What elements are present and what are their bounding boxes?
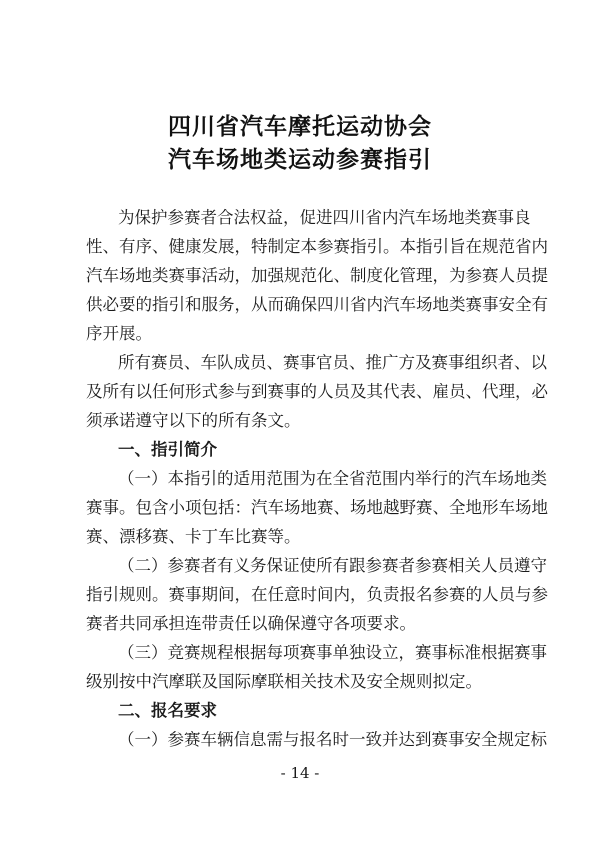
document-title-line-2: 汽车场地类运动参赛指引 — [168, 147, 432, 173]
paragraph-line: 所有赛员、车队成员、赛事官员、推广方及赛事组织者、以 — [118, 353, 547, 372]
section-heading: 一、指引简介 — [118, 440, 217, 459]
document-title-line-1: 四川省汽车摩托运动协会 — [168, 114, 432, 140]
paragraph-line: 为保护参赛者合法权益，促进四川省内汽车场地类赛事良 — [118, 208, 531, 227]
paragraph-line: 及所有以任何形式参与到赛事的人员及其代表、雇员、代理，必 — [86, 382, 548, 401]
paragraph-line: 须承诺遵守以下的所有条文。 — [86, 411, 301, 430]
paragraph-line: （一）参赛车辆信息需与报名时一致并达到赛事安全规定标 — [118, 730, 547, 749]
paragraph-line: 汽车场地类赛事活动，加强规范化、制度化管理，为参赛人员提 — [86, 266, 548, 285]
paragraph-line: 赛事。包含小项包括：汽车场地赛、场地越野赛、全地形车场地 — [86, 498, 548, 517]
paragraph-line: 级别按中汽摩联及国际摩联相关技术及安全规则拟定。 — [86, 672, 482, 691]
section-heading: 二、报名要求 — [118, 701, 217, 720]
paragraph-line: 供必要的指引和服务，从而确保四川省内汽车场地类赛事安全有 — [86, 295, 548, 314]
paragraph-line: 性、有序、健康发展，特制定本参赛指引。本指引旨在规范省内 — [86, 237, 548, 256]
paragraph-line: 序开展。 — [86, 324, 152, 343]
paragraph-line: （二）参赛者有义务保证使所有跟参赛者参赛相关人员遵守 — [118, 556, 547, 575]
page-number: - 14 - — [280, 764, 320, 782]
paragraph-line: （三）竞赛规程根据每项赛事单独设立，赛事标准根据赛事 — [118, 643, 547, 662]
paragraph-line: 赛、漂移赛、卡丁车比赛等。 — [86, 527, 301, 546]
paragraph-line: （一）本指引的适用范围为在全省范围内举行的汽车场地类 — [118, 469, 547, 488]
paragraph-line: 赛者共同承担连带责任以确保遵守各项要求。 — [86, 614, 416, 633]
paragraph-line: 指引规则。赛事期间，在任意时间内，负责报名参赛的人员与参 — [86, 585, 548, 604]
